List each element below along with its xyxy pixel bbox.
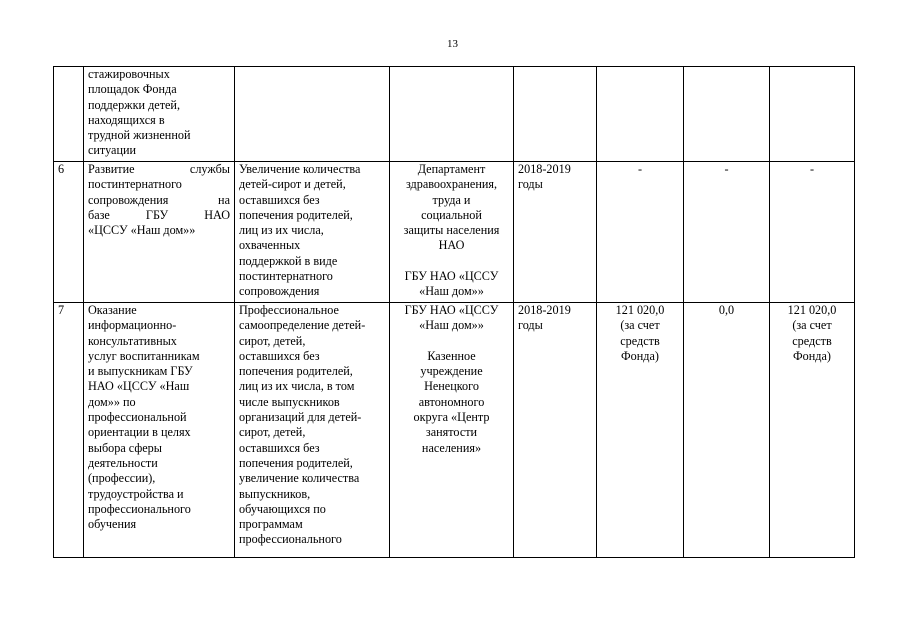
cell-text-line: площадок Фонда [88,82,177,97]
cell-text-line: (за счет [792,318,832,333]
cell-text-line: Казенное [427,348,476,363]
cell-text-line: - [724,162,729,176]
executor-cell [390,67,514,162]
cell-text-line: попечения родителей, [239,207,353,222]
cell-text-line: деятельности [88,455,158,470]
cell-text-line: Развитие службы [88,162,230,176]
cell-text-line: трудной жизненной [88,128,191,143]
period-cell [514,162,597,303]
cell-text-line: 121 020,0 [615,303,665,317]
cell-text-line: (за счет [620,318,660,333]
cell-text-line: населения» [421,440,482,455]
cell-text-line: находящихся в [88,112,165,127]
executor-cell [390,303,514,558]
cell-text-line: детей-сирот и детей, [239,177,346,192]
funding-total-cell [597,162,684,303]
funding-budget-cell [684,303,770,558]
cell-text-line: обучающихся по [239,501,326,516]
funding-other-cell [770,303,855,558]
row-number-cell [54,67,84,162]
funding-other-cell [770,67,855,162]
cell-text-line: оставшихся без [239,348,320,363]
cell-text-line: защиты населения [403,223,500,238]
cell-text-line: попечения родителей, [239,364,353,379]
event-name-cell [84,67,235,162]
cell-text-line: автономного [418,394,485,409]
event-name-cell [84,303,235,558]
cell-text-line: организаций для детей- [239,410,362,425]
cell-text-line: сопровождения на [88,192,230,207]
cell-text-line: средств [620,333,660,348]
cell-text-line: занятости [425,425,478,440]
cell-text-line: годы [518,318,543,333]
cell-text-line [394,334,509,349]
table-row [54,67,855,162]
cell-text-line: 2018-2019 [518,303,571,317]
cell-text-line: обучения [88,517,137,532]
row-number-cell: 6 [54,162,84,303]
cell-text-line: «ЦССУ «Наш дом»» [88,223,196,238]
cell-text-line: - [637,162,643,176]
cell-text-line [394,254,509,269]
cell-text-line: округа «Центр [413,410,490,425]
table-row [54,303,855,558]
cell-text-line: Фонда) [793,348,831,363]
event-name-cell [84,162,235,303]
document-table [53,66,855,558]
cell-text-line: здравоохранения, [405,177,498,192]
expected-result-cell [235,67,390,162]
cell-text-line: лиц из их числа, [239,223,324,238]
cell-text-line: консультативных [88,333,177,348]
cell-text-line: услуг воспитанникам [88,348,200,363]
cell-text-line: годы [518,177,543,192]
cell-text-line: выбора сферы [88,440,162,455]
cell-text-line: (профессии), [88,471,156,486]
cell-text-line: социальной [421,207,482,222]
cell-text-line: учреждение [420,364,483,379]
cell-text-line: НАО «ЦССУ «Наш [88,379,190,394]
cell-text-line: попечения родителей, [239,455,353,470]
funding-total-cell [597,303,684,558]
cell-text-line: НАО [438,238,465,253]
cell-text-line: «Наш дом»» [419,318,484,333]
cell-text-line: средств [792,333,832,348]
cell-text-line: Фонда) [621,348,659,363]
cell-text-line: 121 020,0 [787,303,837,317]
cell-text-line: Оказание [88,303,137,317]
funding-other-cell [770,162,855,303]
cell-text-line: профессиональной [88,410,187,425]
expected-result-cell [235,303,390,558]
cell-text-line: постинтернатного [88,177,182,192]
executor-cell [390,162,514,303]
cell-text-line: 0,0 [718,303,735,317]
cell-text-line: профессионального [239,532,342,547]
cell-text-line: выпускников, [239,486,311,501]
cell-text-line: базе ГБУ НАО [88,207,230,222]
cell-text-line: стажировочных [88,67,170,81]
funding-budget-cell [684,162,770,303]
cell-text-line: 2018-2019 [518,162,571,176]
cell-text-line: поддержки детей, [88,97,180,112]
cell-text-line: сопровождения [239,284,320,299]
cell-text-line: постинтернатного [239,269,333,284]
period-cell [514,67,597,162]
cell-text-line: лиц из их числа, в том [239,379,355,394]
cell-text-line: и выпускникам ГБУ [88,364,193,379]
cell-text-line: увеличение количества [239,471,360,486]
cell-text-line: сирот, детей, [239,333,306,348]
cell-text-line: трудоустройства и [88,486,184,501]
cell-text-line: самоопределение детей- [239,318,366,333]
cell-text-line: Департамент [417,162,486,176]
cell-text-line: поддержкой в виде [239,253,338,268]
cell-text-line: «Наш дом»» [419,284,484,299]
row-number-cell: 7 [54,303,84,558]
cell-text-line: оставшихся без [239,192,320,207]
period-cell [514,303,597,558]
cell-text-line: ситуации [88,143,137,158]
cell-text-line: дом»» по [88,394,136,409]
cell-text-line: ГБУ НАО «ЦССУ [404,269,499,284]
cell-text-line: Увеличение количества [239,162,361,176]
page-number: 13 [447,38,458,50]
expected-result-cell [235,162,390,303]
cell-text-line: Профессиональное [239,303,339,317]
cell-text-line: труда и [432,192,471,207]
funding-total-cell [597,67,684,162]
funding-budget-cell [684,67,770,162]
cell-text-line: профессионального [88,501,191,516]
cell-text-line: оставшихся без [239,440,320,455]
cell-text-line: информационно- [88,318,177,333]
cell-text-line: ориентации в целях [88,425,191,440]
table-row [54,162,855,303]
cell-text-line: ГБУ НАО «ЦССУ [404,303,499,317]
cell-text-line: программам [239,517,303,532]
cell-text-line: охваченных [239,238,301,253]
cell-text-line: - [809,162,815,176]
cell-text-line: сирот, детей, [239,425,306,440]
cell-text-line: Ненецкого [424,379,479,394]
cell-text-line: числе выпускников [239,394,340,409]
